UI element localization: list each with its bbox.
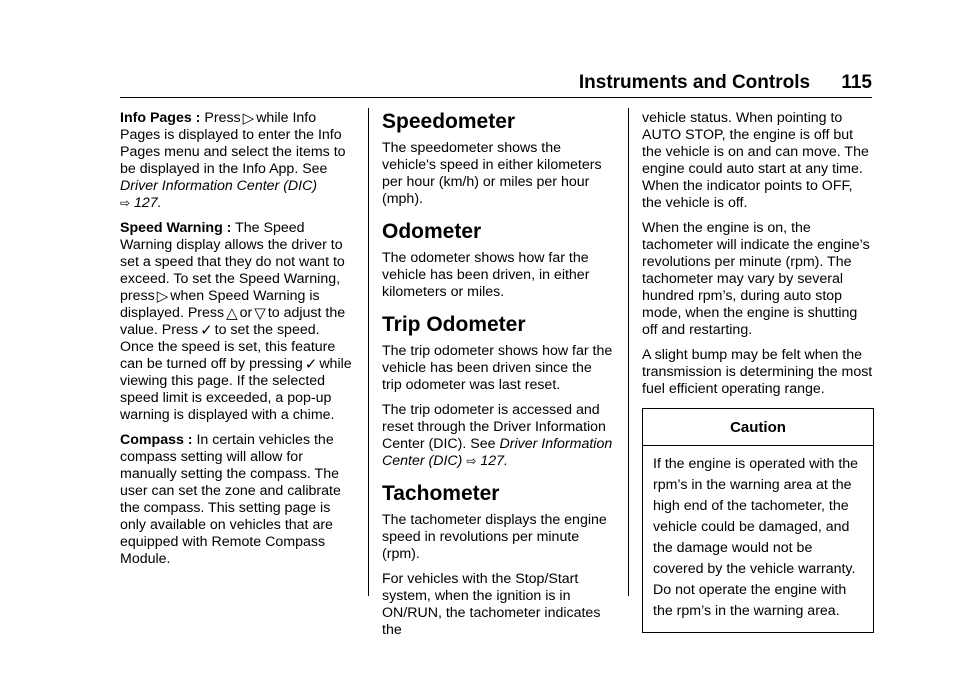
info-pages-paragraph <box>120 110 352 212</box>
dic-reference[interactable]: Driver Information Center (DIC) <box>120 178 318 194</box>
tachometer-heading: Tachometer <box>382 482 500 505</box>
info-pages-text: Press <box>204 110 241 126</box>
checkmark-icon: ✓ <box>304 356 318 373</box>
page-reference[interactable]: 127. <box>134 195 162 211</box>
trip-odometer-reset-body: The trip odometer is accessed and reset through the Driver Information Center (DIC). See <box>382 402 606 452</box>
speed-warning-text: The Speed Warning display allows the driver to set a speed that they do not want to exceed. To set the Speed Warning, press <box>120 220 345 304</box>
odometer-text: The odometer shows how far the vehicle has been driven, in either kilometers or miles. <box>382 250 590 300</box>
dic-reference[interactable]: Driver Information Center (DIC) <box>382 436 613 469</box>
speed-warning-text: when Speed Warning is displayed. Press <box>120 288 320 321</box>
tachometer-status-text: vehicle status. When pointing to AUTO STOP, the engine is off but the vehicle is on and can move. The engine could auto start at any time. When the indicator points to OFF, the vehicle is off. <box>642 110 869 211</box>
tachometer-stopstart-text: For vehicles with the Stop/Start system, when the ignition is in ON/RUN, the tachometer indicates the <box>382 571 601 638</box>
arrow-icon: ⇨ <box>120 196 131 210</box>
up-triangle-icon: △ <box>226 305 238 322</box>
speed-warning-text: while viewing this page. If the selected speed limit is exceeded, a pop-up warning is displayed with a chime. <box>120 356 352 423</box>
trip-odometer-text: The trip odometer shows how far the vehicle has been driven since the trip odometer was last reset. <box>382 343 613 393</box>
speed-warning-term: Speed Warning : <box>120 220 232 236</box>
column-left <box>120 110 352 576</box>
tachometer-rpm-text: When the engine is on, the tachometer will indicate the engine’s revolutions per minute (rpm). The tachometer may vary by several hundred rpm’s, during auto stop mode, when the engine is shutting off and restarting. <box>642 220 870 338</box>
speed-warning-text: or <box>239 305 253 321</box>
speedometer-heading: Speedometer <box>382 110 516 133</box>
right-triangle-icon: ▷ <box>242 110 255 127</box>
speed-warning-text: to set the speed. Once the speed is set, this feature can be turned off by pressing <box>120 322 336 372</box>
column-right <box>642 110 874 633</box>
tachometer-text: The tachometer displays the engine speed in revolutions per minute (rpm). <box>382 512 607 562</box>
caution-box <box>642 408 874 633</box>
right-triangle-icon: ▷ <box>156 288 169 305</box>
speed-warning-paragraph <box>120 220 352 424</box>
speedometer-text: The speedometer shows the vehicle's speed in either kilometers per hour (km/h) or miles per hour (mph). <box>382 140 602 207</box>
compass-term: Compass : <box>120 432 193 448</box>
trip-odometer-reset-text <box>382 402 614 470</box>
info-pages-text: while Info Pages is displayed to enter the Info Pages menu and select the items to be displayed in the Info App. See <box>120 110 346 177</box>
column-divider <box>628 108 629 596</box>
speed-warning-text: to adjust the value. Press <box>120 305 346 338</box>
column-divider <box>368 108 369 596</box>
page-header <box>120 72 872 94</box>
page-reference[interactable]: 127. <box>480 453 509 469</box>
column-middle <box>382 110 614 647</box>
checkmark-icon: ✓ <box>200 322 213 339</box>
compass-paragraph <box>120 432 352 568</box>
compass-text: In certain vehicles the compass setting will allow for manually setting the compass. The user can set the zone and calibrate the compass. This setting page is only available on vehicles that are equipped with Remote Compass Module. <box>120 432 341 567</box>
caution-title: Caution <box>643 409 873 446</box>
page-number: 115 <box>841 72 872 93</box>
header-rule <box>120 97 872 98</box>
down-triangle-icon: ▽ <box>254 305 266 322</box>
arrow-icon: ⇨ <box>466 454 477 468</box>
trip-odometer-heading: Trip Odometer <box>382 313 526 336</box>
caution-text: If the engine is operated with the rpm’s in the warning area at the high end of the tachometer, the vehicle could be damaged, and the damage would not be covered by the vehicle warranty. Do not operate the engine with the rpm’s in the warning area. <box>653 456 859 619</box>
transmission-bump-text: A slight bump may be felt when the transmission is determining the most fuel efficient operating range. <box>642 347 873 397</box>
odometer-heading: Odometer <box>382 220 482 243</box>
section-title: Instruments and Controls <box>578 72 811 93</box>
info-pages-term: Info Pages : <box>120 110 201 126</box>
